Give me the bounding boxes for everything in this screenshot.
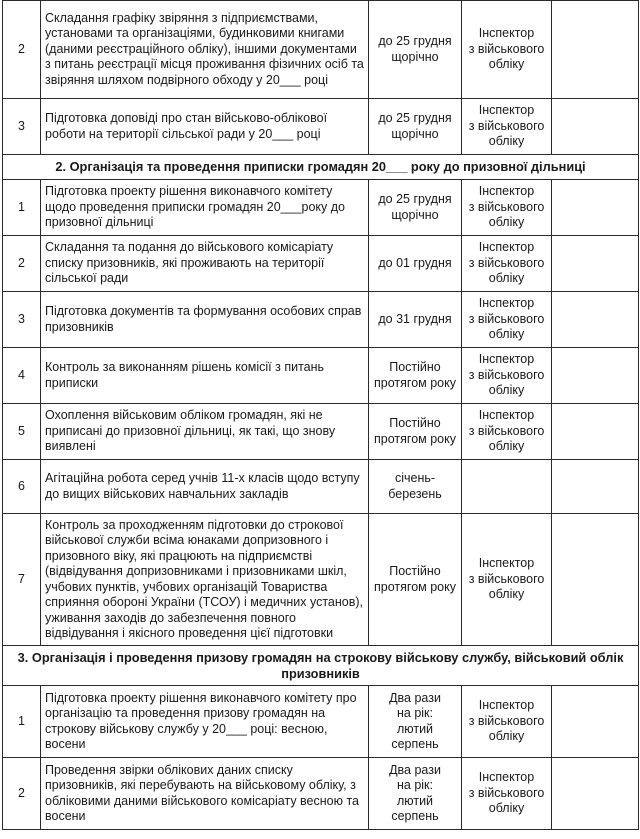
row-description: Контроль за виконанням рішень комісії з питань приписки (41, 348, 369, 404)
row-note (552, 348, 639, 404)
row-term: до 25 грудня щорічно (369, 99, 462, 155)
row-term: Два рази на рік: лютий серпень (369, 686, 462, 758)
row-responsible: Інспектор з військового обліку (462, 236, 552, 292)
table-row (3, 686, 639, 758)
row-note (552, 460, 639, 514)
plan-table (2, 0, 639, 830)
section-title: 3. Організація і проведення призову громадян на строкову військову службу, військовий облік призовників (3, 646, 639, 686)
row-description: Охоплення військовим обліком громадян, які не приписані до призовної дільниці, як такі, що знову виявлені (41, 404, 369, 460)
row-term: січень- березень (369, 460, 462, 514)
row-description: Підготовка проекту рішення виконавчого комітету про організацію та проведення призову громадян на строкову військову службу у 20___ році: весною, восени (41, 686, 369, 758)
row-number: 6 (3, 460, 41, 514)
row-note (552, 1, 639, 99)
row-note (552, 758, 639, 830)
row-description: Проведення звірки облікових даних списку призовників, які перебувають на військовому обліку, з обліковими даними військового комісаріату весною та восени (41, 758, 369, 830)
row-description: Підготовка доповіді про стан військово-облікової роботи на території сільської ради у 20___ році (41, 99, 369, 155)
row-responsible (462, 460, 552, 514)
row-note (552, 686, 639, 758)
row-responsible: Інспектор з військового обліку (462, 348, 552, 404)
row-number: 3 (3, 99, 41, 155)
row-note (552, 404, 639, 460)
row-note (552, 292, 639, 348)
row-term: до 31 грудня (369, 292, 462, 348)
row-note (552, 180, 639, 236)
section-header (3, 646, 639, 686)
table-row (3, 292, 639, 348)
row-number: 5 (3, 404, 41, 460)
row-term: до 25 грудня щорічно (369, 180, 462, 236)
row-description: Складання графіку звіряння з підприємствами, установами та організаціями, будинковими книгами (даними реєстраційного обліку), іншими документами з питань реєстрації місця проживання фізичних осіб та звіряння шляхом подвірного обходу у 20___ році (41, 1, 369, 99)
row-number: 2 (3, 758, 41, 830)
row-number: 7 (3, 514, 41, 646)
row-responsible: Інспектор з військового обліку (462, 99, 552, 155)
section-header (3, 155, 639, 180)
table-row (3, 758, 639, 830)
table-row (3, 514, 639, 646)
row-responsible: Інспектор з військового обліку (462, 1, 552, 99)
table-row (3, 404, 639, 460)
table-row (3, 99, 639, 155)
table-row (3, 460, 639, 514)
row-responsible: Інспектор з військового обліку (462, 180, 552, 236)
row-number: 2 (3, 236, 41, 292)
row-term: до 25 грудня щорічно (369, 1, 462, 99)
row-description: Контроль за проходженням підготовки до строкової військової служби всіма юнаками допризовного і призовного віку, які працюють на підприємстві (відвідування допризовниками і призовниками шкіл, учбових пунктів, учбових організацій Товариства сприяння обороні України (ТСОУ) і медичних установ), уживання заходів до забезпечення повного відвідування і якісного проведення цієї підготовки (41, 514, 369, 646)
row-responsible: Інспектор з військового обліку (462, 758, 552, 830)
row-responsible: Інспектор з військового обліку (462, 292, 552, 348)
row-description: Складання та подання до військового комісаріату списку призовників, які проживають на території сільської ради (41, 236, 369, 292)
row-number: 2 (3, 1, 41, 99)
row-number: 4 (3, 348, 41, 404)
row-description: Агітаційна робота серед учнів 11-х класів щодо вступу до вищих військових навчальних закладів (41, 460, 369, 514)
row-note (552, 514, 639, 646)
row-number: 1 (3, 686, 41, 758)
row-note (552, 99, 639, 155)
row-note (552, 236, 639, 292)
row-responsible: Інспектор з військового обліку (462, 686, 552, 758)
table-row (3, 348, 639, 404)
row-responsible: Інспектор з військового обліку (462, 514, 552, 646)
row-description: Підготовка документів та формування особових справ призовників (41, 292, 369, 348)
row-term: Постійно протягом року (369, 404, 462, 460)
section-title: 2. Організація та проведення приписки громадян 20___ року до призовної дільниці (3, 155, 639, 180)
row-description: Підготовка проекту рішення виконавчого комітету щодо проведення приписки громадян 20___року до призовної дільниці (41, 180, 369, 236)
row-term: Постійно протягом року (369, 514, 462, 646)
row-responsible: Інспектор з військового обліку (462, 404, 552, 460)
table-row (3, 1, 639, 99)
row-term: Два рази на рік: лютий серпень (369, 758, 462, 830)
row-number: 1 (3, 180, 41, 236)
table-row (3, 180, 639, 236)
row-term: Постійно протягом року (369, 348, 462, 404)
row-term: до 01 грудня (369, 236, 462, 292)
row-number: 3 (3, 292, 41, 348)
table-row (3, 236, 639, 292)
